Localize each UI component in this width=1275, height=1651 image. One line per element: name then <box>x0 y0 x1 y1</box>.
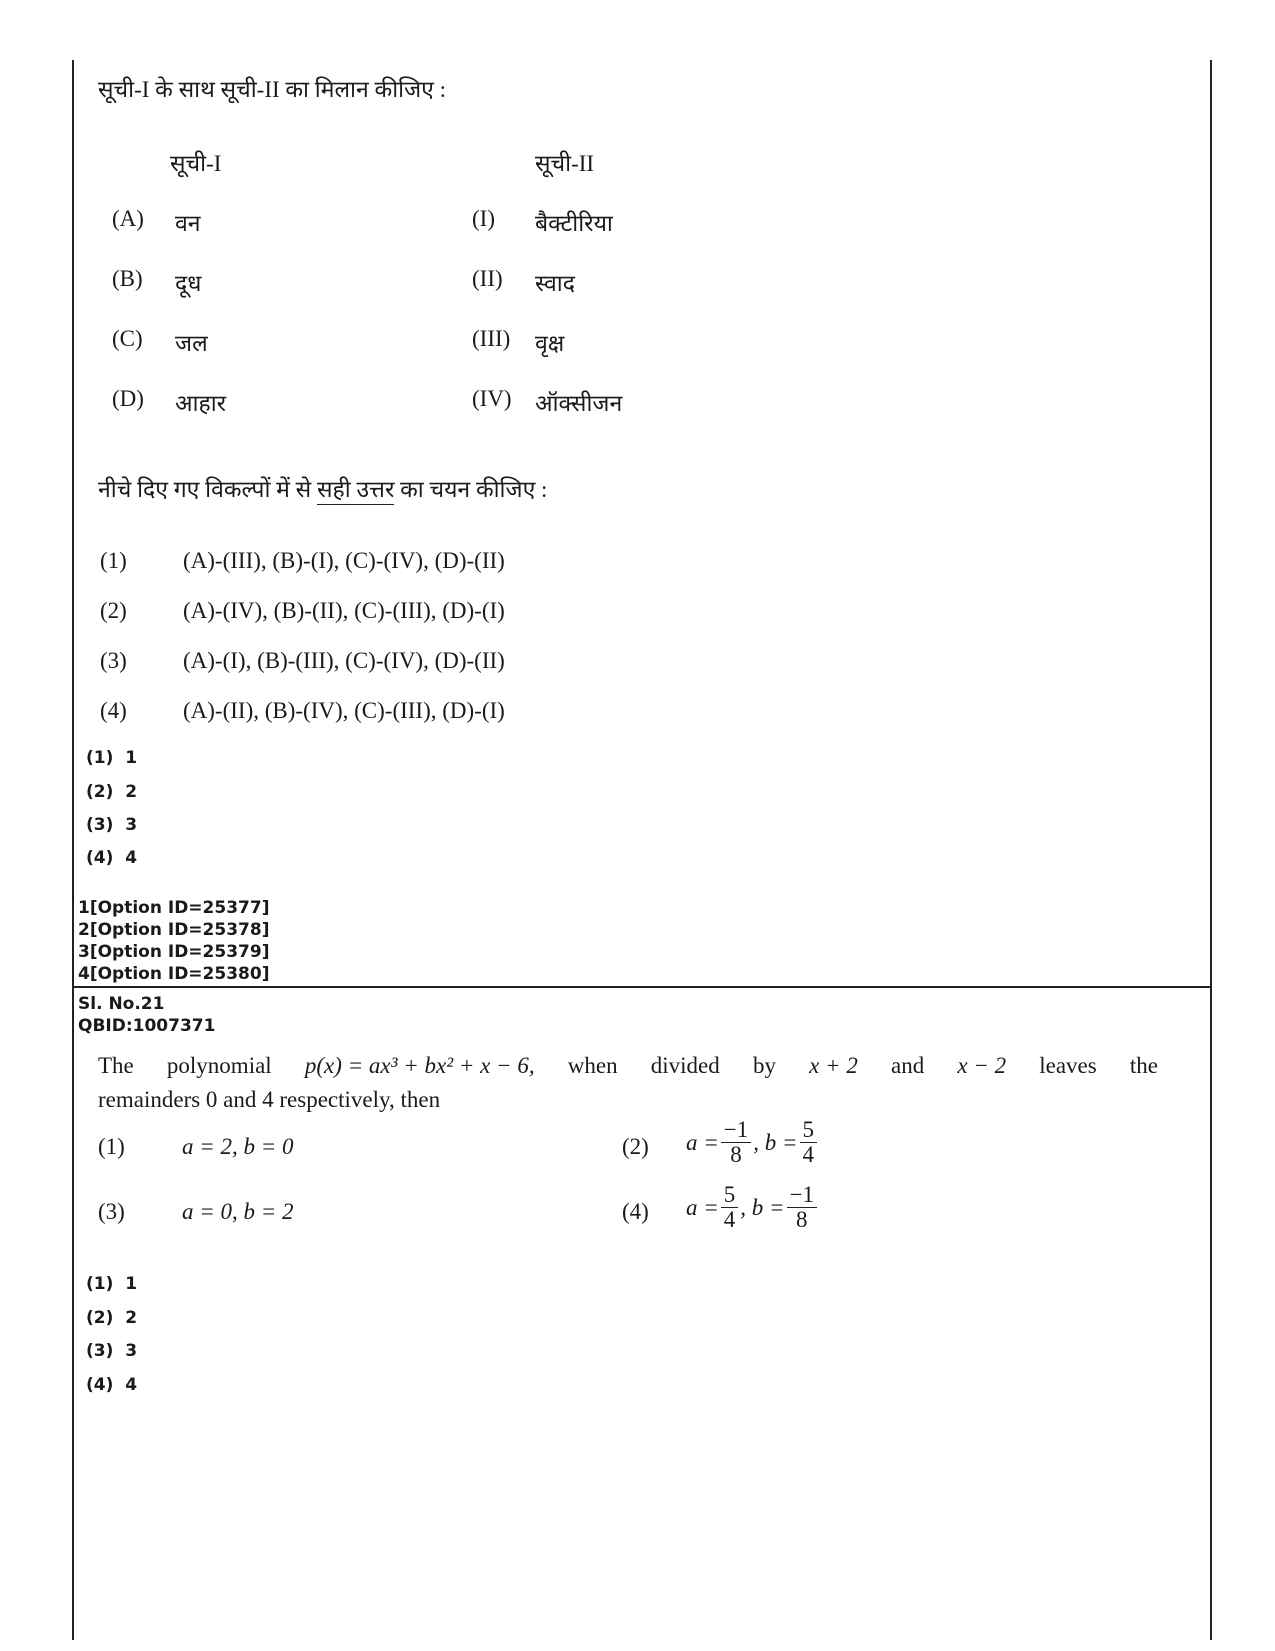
q21-option-3-num: (3) <box>98 1199 125 1224</box>
sl-no: Sl. No.21 <box>78 994 165 1014</box>
q21-line2: remainders 0 and 4 respectively, then <box>98 1087 441 1112</box>
q20-option-4-num: (4) <box>100 698 127 723</box>
q21-word-and: and <box>890 1053 925 1078</box>
list2-label-i: (I) <box>472 206 495 231</box>
list1-label-b: (B) <box>112 266 143 291</box>
answer-val: 4 <box>125 1375 138 1395</box>
opt4-b-label: , b = <box>740 1194 785 1220</box>
q21-option-2-num: (2) <box>622 1134 649 1159</box>
answer-val: 1 <box>125 1274 138 1294</box>
opt4-b-numerator: −1 <box>787 1183 817 1208</box>
q20-option-2-text: (A)-(IV), (B)-(II), (C)-(III), (D)-(I) <box>183 598 505 623</box>
answer-val: 2 <box>125 1308 138 1328</box>
list2-text-iv: ऑक्सीजन <box>535 391 623 416</box>
answer-val: 4 <box>125 848 138 868</box>
answer-num: (4) <box>86 848 114 868</box>
instruction-pre: नीचे दिए गए विकल्पों में से <box>98 477 312 502</box>
answer-num: (3) <box>86 815 114 835</box>
q20-prompt: सूची-I के साथ सूची-II का मिलान कीजिए : <box>98 77 447 102</box>
instruction-post: का चयन कीजिए : <box>400 477 548 502</box>
opt2-a-label: a = <box>686 1129 719 1155</box>
list2-text-i: बैक्टीरिया <box>535 211 613 236</box>
q20-answer-4[interactable] <box>86 848 137 868</box>
q21-word-by: by <box>752 1053 776 1078</box>
q20-instruction <box>98 472 547 504</box>
q21-word-the: The <box>98 1053 134 1078</box>
option-id-2: 2[Option ID=25378] <box>78 920 270 940</box>
list2-header: सूची-II <box>535 151 595 176</box>
opt4-b-fraction <box>787 1183 817 1232</box>
q21-option-1-num: (1) <box>98 1134 125 1159</box>
list1-text-c: जल <box>175 331 208 356</box>
list1-label-d: (D) <box>112 386 144 411</box>
list1-text-a: वन <box>175 211 201 236</box>
list1-text-d: आहार <box>175 391 227 416</box>
answer-val: 1 <box>125 748 138 768</box>
q21-answer-3[interactable] <box>86 1341 137 1361</box>
list1-header: सूची-I <box>170 151 222 176</box>
q20-answer-1[interactable] <box>86 748 137 768</box>
q21-word-when: when <box>567 1053 618 1078</box>
q21-word-polynomial: polynomial <box>166 1053 272 1078</box>
list2-text-ii: स्वाद <box>535 271 575 296</box>
q20-answer-2[interactable] <box>86 782 137 802</box>
answer-num: (2) <box>86 782 114 802</box>
list2-label-iii: (III) <box>472 326 511 351</box>
opt4-b-denominator: 8 <box>796 1207 808 1233</box>
q21-answer-2[interactable] <box>86 1308 137 1328</box>
qbid: QBID:1007371 <box>78 1016 216 1036</box>
list1-label-a: (A) <box>112 206 144 231</box>
option-id-list <box>78 897 269 985</box>
list2-label-iv: (IV) <box>472 386 512 411</box>
answer-num: (1) <box>86 748 114 768</box>
answer-num: (4) <box>86 1375 114 1395</box>
q21-option-1-text: a = 2, b = 0 <box>182 1134 294 1159</box>
opt4-a-numerator: 5 <box>721 1183 739 1208</box>
opt4-a-fraction <box>721 1183 739 1232</box>
q21-option-2-expr <box>686 1118 819 1167</box>
list2-label-ii: (II) <box>472 266 503 291</box>
q21-answer-4[interactable] <box>86 1375 137 1395</box>
option-id-1: 1[Option ID=25377] <box>78 898 270 918</box>
q21-line1 <box>98 1053 1158 1079</box>
opt2-b-fraction <box>800 1118 818 1167</box>
q21-polynomial-expression: p(x) = ax³ + bx² + x − 6, <box>304 1053 535 1078</box>
q20-option-3-num: (3) <box>100 648 127 673</box>
opt2-a-numerator: −1 <box>721 1118 751 1143</box>
answer-val: 2 <box>125 782 138 802</box>
question-divider <box>72 986 1210 988</box>
q21-option-4-num: (4) <box>622 1199 649 1224</box>
q21-answer-1[interactable] <box>86 1274 137 1294</box>
page-frame <box>72 60 1212 1640</box>
option-id-3: 3[Option ID=25379] <box>78 942 270 962</box>
opt2-b-label: , b = <box>753 1129 798 1155</box>
opt2-a-denominator: 8 <box>730 1142 742 1168</box>
q20-answer-3[interactable] <box>86 815 137 835</box>
answer-val: 3 <box>125 815 138 835</box>
q20-option-2-num: (2) <box>100 598 127 623</box>
answer-num: (2) <box>86 1308 114 1328</box>
q20-option-3-text: (A)-(I), (B)-(III), (C)-(IV), (D)-(II) <box>183 648 505 673</box>
q20-option-4-text: (A)-(II), (B)-(IV), (C)-(III), (D)-(I) <box>183 698 505 723</box>
q21-option-3-text: a = 0, b = 2 <box>182 1199 294 1224</box>
q21-word-the-2: the <box>1129 1053 1158 1078</box>
list1-label-c: (C) <box>112 326 143 351</box>
list2-text-iii: वृक्ष <box>535 331 565 356</box>
opt4-a-label: a = <box>686 1194 719 1220</box>
option-id-4: 4[Option ID=25380] <box>78 964 270 984</box>
q20-option-1-text: (A)-(III), (B)-(I), (C)-(IV), (D)-(II) <box>183 548 505 573</box>
q21-word-leaves: leaves <box>1039 1053 1097 1078</box>
answer-num: (1) <box>86 1274 114 1294</box>
q21-divisor-1: x + 2 <box>809 1053 858 1078</box>
answer-num: (3) <box>86 1341 114 1361</box>
q21-header <box>78 993 215 1037</box>
opt2-b-denominator: 4 <box>802 1142 815 1168</box>
instruction-underlined: सही उत्तर <box>317 477 394 505</box>
q21-word-divided: divided <box>650 1053 720 1078</box>
q21-divisor-2: x − 2 <box>957 1053 1007 1078</box>
opt2-b-numerator: 5 <box>800 1118 818 1143</box>
q21-option-4-expr <box>686 1183 819 1232</box>
opt2-a-fraction <box>721 1118 751 1167</box>
answer-val: 3 <box>125 1341 138 1361</box>
opt4-a-denominator: 4 <box>723 1207 736 1233</box>
list1-text-b: दूध <box>175 271 202 296</box>
q20-option-1-num: (1) <box>100 548 127 573</box>
